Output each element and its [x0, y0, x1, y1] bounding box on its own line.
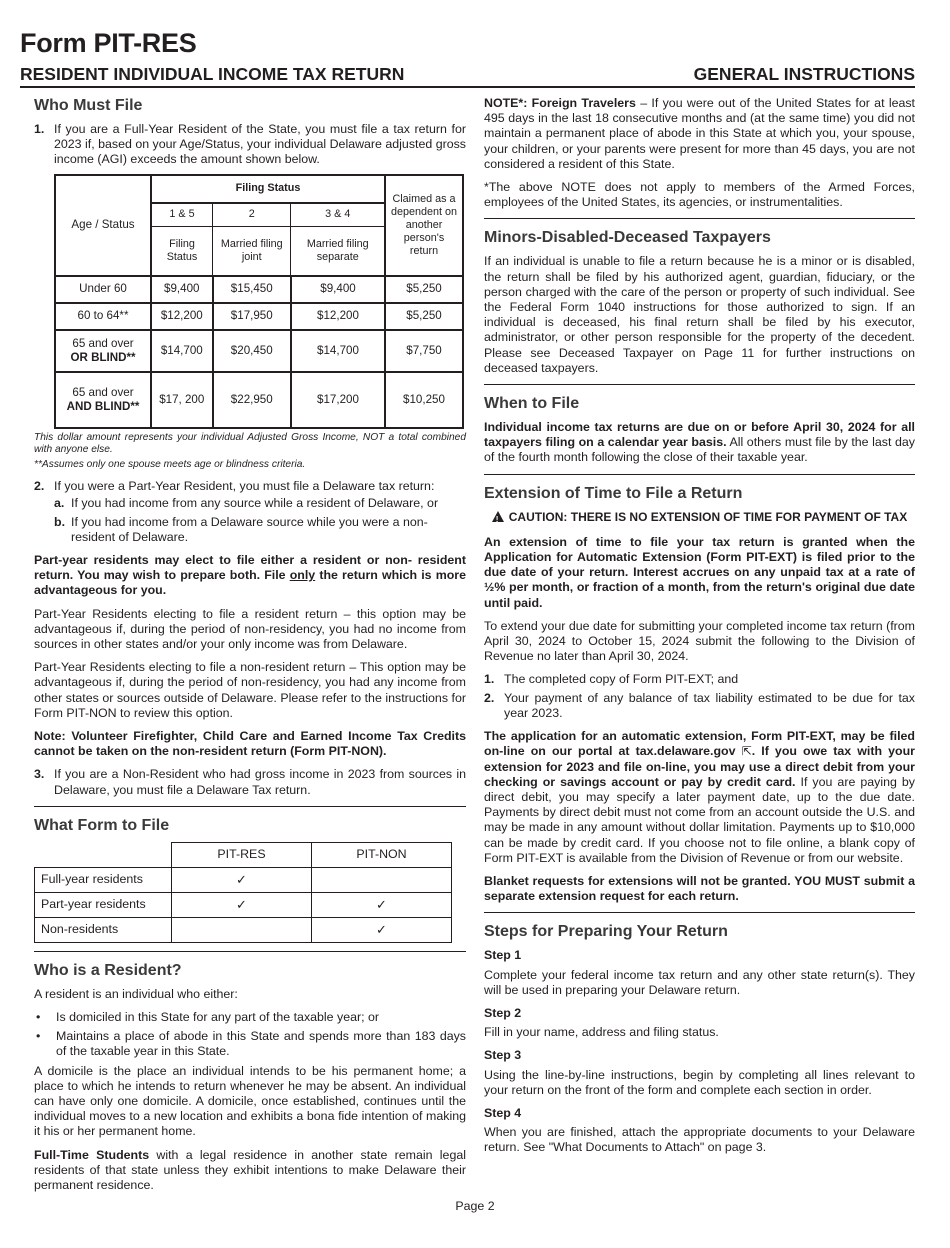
title-rule — [20, 86, 915, 88]
list-item: • Maintains a place of abode in this State and spends more than 183 days of the taxable year in this State. — [36, 1029, 466, 1059]
when-to-file-paragraph: Individual income tax returns are due on or before April 30, 2024 for all taxpayers filing on a calendar year basis. All others must file by the last day of the fourth month following the close of their taxable year. — [484, 420, 915, 465]
who-must-file-heading: Who Must File — [34, 97, 143, 114]
who-must-file-item-2: 2. If you were a Part-Year Resident, you must file a Delaware tax return: — [34, 479, 435, 494]
filing-threshold-table — [54, 174, 464, 429]
left-column — [34, 96, 466, 1201]
part-year-election-note: Part-year residents may elect to file either a resident or non- resident return. You may wish to prepare both. File only the return which is more advantageous for you. — [34, 552, 466, 598]
form-title: Form PIT-RES — [20, 28, 197, 58]
table-row: Under 60 $9,400 $15,450 $9,400 $5,250 — [55, 276, 463, 303]
foreign-travelers-note: NOTE*: Foreign Travelers – If you were out of the United States for at least 495 days in the last 18 consecutive months and (at the same time) you did not maintain a permanent place of abode in this State at which you, your spouse, your children, or your parents were present for more than 45 days, you are not considered a resident of this State. — [484, 96, 916, 171]
check-icon: ✓ — [312, 917, 452, 942]
section-divider — [484, 218, 915, 219]
armed-forces-note: *The above NOTE does not apply to members of the Armed Forces, employees of the United States, its agencies, or instrumentalities. — [484, 180, 915, 210]
table-footnote-1: This dollar amount represents your individual Adjusted Gross Income, NOT a total combined with anyone else. — [34, 431, 466, 456]
list-item: • Is domiciled in this State for any part of the taxable year; or — [36, 1009, 380, 1024]
item-2b: b. If you had income from a Delaware source while you were a non-resident of Delaware. — [54, 514, 428, 544]
students-paragraph: Full-Time Students with a legal residence in another state remain legal residents of that state unless they exhibit intentions to make Delaware their permanent residence. — [34, 1147, 466, 1192]
what-form-heading: What Form to File — [34, 816, 170, 834]
step-2-text: Fill in your name, address and filing status. — [484, 1025, 719, 1040]
table-row: 65 and over AND BLIND** $17, 200 $22,950 $17,200 $10,250 — [55, 372, 463, 428]
extension-item-2: 2. Your payment of any balance of tax liability estimated to be due for tax year 2023. — [484, 690, 915, 720]
pit-non-header: PIT-NON — [312, 842, 452, 867]
table-footnote-2: **Assumes only one spouse meets age or blindness criteria. — [34, 458, 306, 470]
col1-description: Filing Status — [151, 226, 213, 276]
item-2a: a. If you had income from any source while a resident of Delaware, or — [54, 496, 439, 511]
online-extension-paragraph: The application for an automatic extension, Form PIT-EXT, may be filed on-line on our portal at tax.delaware.gov ⇱. If you owe tax with your extension for 2023 and file on-line, you may use a direct debit from your checking or savings account or pay by credit card. If you are paying by direct debit, you may specify a later payment date, up to the due date. Payments by direct debit must not come from an account outside the U.S. and may be made in any amount without dollar limitation. Payments up to $10,000 can be made by credit card. If you choose not to file online, a blank copy of Form PIT-EXT is available from the Division of Revenue or from our website. — [484, 729, 915, 865]
table-row: 60 to 64** $12,200 $17,950 $12,200 $5,250 — [55, 303, 463, 330]
section-title: GENERAL INSTRUCTIONS — [693, 64, 915, 84]
step-4-text: When you are finished, attach the appropriate documents to your Delaware return. See "What Documents to Attach" on page 3. — [484, 1125, 915, 1155]
step-3-text: Using the line-by-line instructions, begin by completing all lines relevant to your return on the front of the form and complete each section in order. — [484, 1067, 915, 1097]
minors-heading: Minors-Disabled-Deceased Taxpayers — [484, 229, 771, 247]
pit-res-header: PIT-RES — [172, 842, 312, 867]
who-must-file-item-1: 1. If you are a Full-Year Resident of the State, you must file a tax return for 2023 if, based on your Age/Status, your individual Delaware adjusted gross income (AGI) exceeds the amount shown below. — [34, 122, 466, 167]
step-1-text: Complete your federal income tax return and any other state return(s). They will be used in preparing your Delaware return. — [484, 967, 915, 997]
bullet-icon: • — [36, 1009, 41, 1024]
step-1-label: Step 1 — [484, 948, 522, 963]
dependent-header: Claimed as a dependent on another person's return — [385, 175, 463, 276]
minors-paragraph: If an individual is unable to file a return because he is a minor or is disabled, the return shall be filed by his authorized agent, guardian, fiduciary, or the person charged with the care of the person or property of such individual. See the Federal Form 1040 instructions for those authorized to sign. If an individual is deceased, his final return shall be filed by his executor, administrator, or other person responsible for the property of the decedent. Please see Deceased Taxpayer on Page 11 for further instructions on deceased taxpayers. — [484, 254, 915, 375]
age-status-header: Age / Status — [55, 175, 151, 276]
form-subtitle: RESIDENT INDIVIDUAL INCOME TAX RETURN — [20, 64, 405, 84]
part-year-nonresident-paragraph: Part-Year Residents electing to file a non-resident return – This option may be advantageous if, during the period of non-residency, you had any income from other states or sources outside of Delaware. Please refer to the instructions for Form PIT-NON to review this option. — [34, 660, 466, 720]
extension-heading: Extension of Time to File a Return — [484, 484, 743, 502]
extension-due-paragraph: To extend your due date for submitting your completed income tax return (from April 30, 2024 to October 15, 2024 submit the following to the Division of Revenue no later than April 30, 2024. — [484, 618, 915, 664]
who-resident-heading: Who is a Resident? — [34, 961, 182, 979]
who-must-file-item-3: 3. If you are a Non-Resident who had gross income in 2023 from sources in Delaware, you must file a Delaware Tax return. — [34, 767, 466, 797]
table-row: Part-year residents ✓ ✓ — [35, 892, 452, 917]
col2-description: Married filing joint — [213, 226, 291, 276]
step-4-label: Step 4 — [484, 1105, 522, 1120]
what-form-table — [34, 842, 452, 943]
section-divider — [34, 806, 466, 807]
pointer-cursor-icon: ⇱ — [741, 744, 752, 759]
domicile-paragraph: A domicile is the place an individual intends to be his permanent home; a place to which he intends to return whenever he may be absent. An individual can have only one domicile. A domicile, once established, continues until the individual moves to a new location and exhibits a bona fide intention of making it his or her permanent home. — [34, 1063, 466, 1139]
col3-number: 3 & 4 — [291, 203, 385, 227]
steps-heading: Steps for Preparing Your Return — [484, 923, 728, 941]
filing-status-header: Filing Status — [151, 175, 385, 203]
section-divider — [484, 474, 915, 475]
table-row: 65 and over OR BLIND** $14,700 $20,450 $14,700 $7,750 — [55, 330, 463, 372]
section-divider — [34, 951, 466, 952]
warning-icon — [492, 511, 504, 522]
check-icon: ✓ — [312, 892, 452, 917]
bullet-icon: • — [36, 1029, 41, 1044]
check-icon: ✓ — [172, 892, 312, 917]
section-divider — [484, 384, 915, 385]
part-year-resident-paragraph: Part-Year Residents electing to file a resident return – this option may be advantageous if, during the period of non-residency, you had no income from sources in other states and/or your only income was from Delaware. — [34, 606, 466, 651]
when-to-file-heading: When to File — [484, 395, 580, 413]
step-3-label: Step 3 — [484, 1048, 522, 1063]
extension-bold-paragraph: An extension of time to file your tax return is granted when the Application for Automatic Extension (Form PIT-EXT) is filed prior to the due date of your return. Interest accrues on any unpaid tax at a rate of ½% per month, or fraction of a month, from the return's original due date until paid. — [484, 534, 915, 610]
table-row: Non-residents ✓ — [35, 917, 452, 942]
caution-banner: !CAUTION: THERE IS NO EXTENSION OF TIME FOR PAYMENT OF TAX — [484, 510, 915, 525]
page-number: Page 2 — [455, 1199, 495, 1213]
col2-number: 2 — [213, 203, 291, 227]
section-divider — [484, 912, 915, 913]
right-column — [484, 96, 915, 1164]
step-2-label: Step 2 — [484, 1005, 522, 1020]
blanket-requests-note: Blanket requests for extensions will not be granted. YOU MUST submit a separate extension request for each return. — [484, 873, 915, 904]
table-row: Full-year residents ✓ — [35, 867, 452, 892]
check-icon: ✓ — [172, 867, 312, 892]
extension-item-1: 1. The completed copy of Form PIT-EXT; and — [484, 672, 739, 687]
resident-intro: A resident is an individual who either: — [34, 986, 238, 1001]
credits-note: Note: Volunteer Firefighter, Child Care and Earned Income Tax Credits cannot be taken on the non-resident return (Form PIT-NON). — [34, 728, 466, 759]
col3-description: Married filing separate — [291, 226, 385, 276]
col1-number: 1 & 5 — [151, 203, 213, 227]
